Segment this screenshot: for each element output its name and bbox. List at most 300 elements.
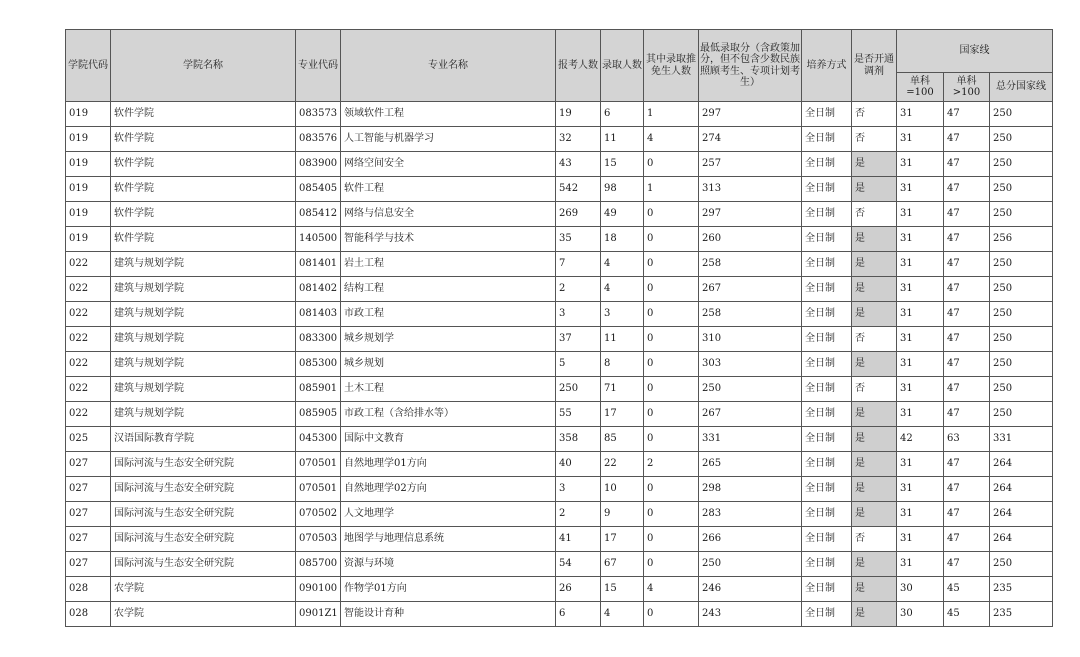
cell-min-score: 250 <box>699 377 802 402</box>
cell-admitted: 67 <box>601 552 644 577</box>
cell-adjustment-open: 否 <box>852 327 897 352</box>
cell-adjustment-open: 是 <box>852 602 897 627</box>
cell-college-name: 建筑与规划学院 <box>111 252 296 277</box>
cell-admitted: 15 <box>601 152 644 177</box>
cell-total-line: 250 <box>990 252 1053 277</box>
cell-major-name: 软件工程 <box>341 177 556 202</box>
cell-major-code: 070501 <box>296 452 341 477</box>
cell-total-line: 250 <box>990 177 1053 202</box>
cell-exempt-admitted: 0 <box>644 327 699 352</box>
cell-exempt-admitted: 0 <box>644 477 699 502</box>
cell-single-100: 31 <box>897 152 944 177</box>
cell-single-100: 31 <box>897 552 944 577</box>
cell-major-name: 市政工程 <box>341 302 556 327</box>
cell-min-score: 258 <box>699 252 802 277</box>
cell-applicants: 54 <box>556 552 601 577</box>
cell-major-name: 地图学与地理信息系统 <box>341 527 556 552</box>
cell-adjustment-open: 是 <box>852 577 897 602</box>
cell-study-mode: 全日制 <box>802 602 852 627</box>
table-row <box>66 252 1053 277</box>
cell-college-name: 软件学院 <box>111 177 296 202</box>
cell-admitted: 22 <box>601 452 644 477</box>
cell-applicants: 35 <box>556 227 601 252</box>
cell-total-line: 250 <box>990 552 1053 577</box>
cell-single-gt100: 47 <box>944 352 990 377</box>
cell-major-code: 083900 <box>296 152 341 177</box>
cell-min-score: 243 <box>699 602 802 627</box>
cell-major-name: 土木工程 <box>341 377 556 402</box>
cell-study-mode: 全日制 <box>802 477 852 502</box>
cell-min-score: 257 <box>699 152 802 177</box>
cell-adjustment-open: 是 <box>852 427 897 452</box>
table-row <box>66 602 1053 627</box>
cell-adjustment-open: 否 <box>852 102 897 127</box>
cell-applicants: 358 <box>556 427 601 452</box>
cell-single-100: 31 <box>897 352 944 377</box>
cell-major-code: 0901Z1 <box>296 602 341 627</box>
cell-min-score: 313 <box>699 177 802 202</box>
cell-single-100: 31 <box>897 477 944 502</box>
header-single-100: 单科=100 <box>897 73 944 102</box>
cell-total-line: 235 <box>990 577 1053 602</box>
cell-exempt-admitted: 0 <box>644 252 699 277</box>
table-row <box>66 452 1053 477</box>
cell-total-line: 250 <box>990 327 1053 352</box>
cell-major-name: 智能科学与技术 <box>341 227 556 252</box>
cell-exempt-admitted: 1 <box>644 102 699 127</box>
cell-min-score: 260 <box>699 227 802 252</box>
header-national-line: 国家线 <box>897 30 1053 73</box>
cell-total-line: 250 <box>990 352 1053 377</box>
cell-admitted: 11 <box>601 127 644 152</box>
cell-admitted: 17 <box>601 527 644 552</box>
cell-applicants: 37 <box>556 327 601 352</box>
cell-exempt-admitted: 0 <box>644 527 699 552</box>
cell-total-line: 264 <box>990 502 1053 527</box>
header-adjustment-open: 是否开通调剂 <box>852 30 897 102</box>
cell-college-name: 建筑与规划学院 <box>111 302 296 327</box>
table-row <box>66 127 1053 152</box>
cell-applicants: 250 <box>556 377 601 402</box>
cell-adjustment-open: 否 <box>852 527 897 552</box>
cell-college-code: 027 <box>66 552 111 577</box>
cell-admitted: 18 <box>601 227 644 252</box>
cell-applicants: 6 <box>556 602 601 627</box>
cell-college-name: 国际河流与生态安全研究院 <box>111 552 296 577</box>
cell-min-score: 331 <box>699 427 802 452</box>
cell-college-code: 022 <box>66 402 111 427</box>
cell-exempt-admitted: 0 <box>644 227 699 252</box>
cell-major-code: 081402 <box>296 277 341 302</box>
table-row <box>66 102 1053 127</box>
cell-study-mode: 全日制 <box>802 127 852 152</box>
cell-major-name: 领域软件工程 <box>341 102 556 127</box>
cell-total-line: 256 <box>990 227 1053 252</box>
cell-college-name: 汉语国际教育学院 <box>111 427 296 452</box>
cell-major-code: 083300 <box>296 327 341 352</box>
cell-major-code: 085700 <box>296 552 341 577</box>
cell-exempt-admitted: 0 <box>644 552 699 577</box>
cell-applicants: 41 <box>556 527 601 552</box>
cell-single-100: 31 <box>897 402 944 427</box>
cell-applicants: 2 <box>556 277 601 302</box>
cell-single-gt100: 47 <box>944 327 990 352</box>
cell-exempt-admitted: 0 <box>644 352 699 377</box>
cell-min-score: 298 <box>699 477 802 502</box>
cell-major-code: 085405 <box>296 177 341 202</box>
cell-study-mode: 全日制 <box>802 302 852 327</box>
header-major-name: 专业名称 <box>341 30 556 102</box>
cell-min-score: 267 <box>699 402 802 427</box>
cell-single-gt100: 47 <box>944 127 990 152</box>
cell-major-name: 智能设计育种 <box>341 602 556 627</box>
cell-college-code: 019 <box>66 102 111 127</box>
cell-major-code: 070501 <box>296 477 341 502</box>
header-total-line: 总分国家线 <box>990 73 1053 102</box>
cell-exempt-admitted: 0 <box>644 402 699 427</box>
cell-major-name: 自然地理学01方向 <box>341 452 556 477</box>
cell-major-name: 自然地理学02方向 <box>341 477 556 502</box>
cell-min-score: 297 <box>699 202 802 227</box>
cell-single-100: 31 <box>897 527 944 552</box>
cell-admitted: 98 <box>601 177 644 202</box>
cell-college-name: 软件学院 <box>111 227 296 252</box>
header-college-code: 学院代码 <box>66 30 111 102</box>
cell-min-score: 283 <box>699 502 802 527</box>
cell-exempt-admitted: 0 <box>644 302 699 327</box>
table-row <box>66 177 1053 202</box>
cell-total-line: 235 <box>990 602 1053 627</box>
cell-total-line: 250 <box>990 102 1053 127</box>
cell-single-100: 31 <box>897 277 944 302</box>
cell-single-gt100: 47 <box>944 552 990 577</box>
cell-applicants: 40 <box>556 452 601 477</box>
admissions-table <box>65 29 1053 627</box>
table-row <box>66 327 1053 352</box>
cell-major-name: 网络与信息安全 <box>341 202 556 227</box>
table-row <box>66 527 1053 552</box>
cell-admitted: 11 <box>601 327 644 352</box>
cell-total-line: 264 <box>990 477 1053 502</box>
cell-admitted: 4 <box>601 277 644 302</box>
cell-single-gt100: 47 <box>944 527 990 552</box>
cell-admitted: 4 <box>601 602 644 627</box>
table-row <box>66 477 1053 502</box>
cell-major-name: 网络空间安全 <box>341 152 556 177</box>
cell-major-code: 090100 <box>296 577 341 602</box>
cell-adjustment-open: 是 <box>852 402 897 427</box>
cell-total-line: 250 <box>990 152 1053 177</box>
cell-major-code: 081403 <box>296 302 341 327</box>
cell-min-score: 303 <box>699 352 802 377</box>
cell-single-100: 30 <box>897 602 944 627</box>
cell-single-gt100: 47 <box>944 477 990 502</box>
cell-study-mode: 全日制 <box>802 177 852 202</box>
table-row <box>66 352 1053 377</box>
cell-college-code: 027 <box>66 527 111 552</box>
table-row <box>66 277 1053 302</box>
cell-college-name: 建筑与规划学院 <box>111 402 296 427</box>
cell-min-score: 265 <box>699 452 802 477</box>
table-row <box>66 302 1053 327</box>
cell-admitted: 8 <box>601 352 644 377</box>
cell-total-line: 331 <box>990 427 1053 452</box>
cell-study-mode: 全日制 <box>802 352 852 377</box>
cell-single-gt100: 47 <box>944 152 990 177</box>
table-row <box>66 227 1053 252</box>
cell-exempt-admitted: 0 <box>644 502 699 527</box>
cell-admitted: 49 <box>601 202 644 227</box>
cell-major-code: 085412 <box>296 202 341 227</box>
cell-adjustment-open: 是 <box>852 302 897 327</box>
cell-adjustment-open: 是 <box>852 477 897 502</box>
cell-college-code: 028 <box>66 602 111 627</box>
cell-college-name: 软件学院 <box>111 202 296 227</box>
cell-adjustment-open: 否 <box>852 202 897 227</box>
cell-single-gt100: 45 <box>944 602 990 627</box>
cell-major-name: 岩土工程 <box>341 252 556 277</box>
cell-major-name: 人工智能与机器学习 <box>341 127 556 152</box>
cell-exempt-admitted: 0 <box>644 152 699 177</box>
header-single-gt100: 单科>100 <box>944 73 990 102</box>
cell-college-code: 019 <box>66 177 111 202</box>
table-row <box>66 152 1053 177</box>
cell-applicants: 3 <box>556 302 601 327</box>
cell-college-name: 国际河流与生态安全研究院 <box>111 527 296 552</box>
table-body <box>66 102 1053 627</box>
cell-college-name: 建筑与规划学院 <box>111 377 296 402</box>
cell-study-mode: 全日制 <box>802 527 852 552</box>
table-row <box>66 577 1053 602</box>
cell-adjustment-open: 是 <box>852 152 897 177</box>
cell-major-name: 资源与环境 <box>341 552 556 577</box>
cell-total-line: 250 <box>990 402 1053 427</box>
cell-single-gt100: 47 <box>944 377 990 402</box>
cell-college-name: 软件学院 <box>111 152 296 177</box>
cell-admitted: 6 <box>601 102 644 127</box>
cell-college-name: 软件学院 <box>111 102 296 127</box>
cell-college-code: 019 <box>66 202 111 227</box>
cell-exempt-admitted: 0 <box>644 602 699 627</box>
cell-study-mode: 全日制 <box>802 402 852 427</box>
cell-adjustment-open: 否 <box>852 127 897 152</box>
cell-major-code: 045300 <box>296 427 341 452</box>
cell-college-name: 国际河流与生态安全研究院 <box>111 452 296 477</box>
cell-single-gt100: 47 <box>944 302 990 327</box>
header-major-code: 专业代码 <box>296 30 341 102</box>
cell-college-name: 国际河流与生态安全研究院 <box>111 477 296 502</box>
cell-single-gt100: 47 <box>944 252 990 277</box>
cell-applicants: 2 <box>556 502 601 527</box>
cell-exempt-admitted: 0 <box>644 377 699 402</box>
cell-single-100: 31 <box>897 202 944 227</box>
cell-applicants: 5 <box>556 352 601 377</box>
cell-study-mode: 全日制 <box>802 327 852 352</box>
cell-college-code: 022 <box>66 302 111 327</box>
cell-total-line: 250 <box>990 202 1053 227</box>
cell-min-score: 274 <box>699 127 802 152</box>
cell-exempt-admitted: 4 <box>644 127 699 152</box>
cell-major-code: 085300 <box>296 352 341 377</box>
header-college-name: 学院名称 <box>111 30 296 102</box>
cell-applicants: 269 <box>556 202 601 227</box>
cell-college-code: 027 <box>66 452 111 477</box>
cell-adjustment-open: 是 <box>852 502 897 527</box>
header-study-mode: 培养方式 <box>802 30 852 102</box>
cell-study-mode: 全日制 <box>802 102 852 127</box>
cell-single-100: 31 <box>897 327 944 352</box>
cell-applicants: 3 <box>556 477 601 502</box>
cell-major-code: 070502 <box>296 502 341 527</box>
cell-total-line: 250 <box>990 302 1053 327</box>
header-min-score: 最低录取分（含政策加分，但不包含少数民族照顾考生、专项计划考生） <box>699 30 802 102</box>
cell-college-code: 022 <box>66 377 111 402</box>
cell-study-mode: 全日制 <box>802 577 852 602</box>
cell-single-100: 42 <box>897 427 944 452</box>
cell-exempt-admitted: 0 <box>644 427 699 452</box>
cell-single-100: 30 <box>897 577 944 602</box>
cell-study-mode: 全日制 <box>802 502 852 527</box>
cell-study-mode: 全日制 <box>802 452 852 477</box>
cell-min-score: 250 <box>699 552 802 577</box>
cell-major-code: 085901 <box>296 377 341 402</box>
cell-study-mode: 全日制 <box>802 277 852 302</box>
cell-single-100: 31 <box>897 377 944 402</box>
cell-exempt-admitted: 4 <box>644 577 699 602</box>
cell-major-code: 085905 <box>296 402 341 427</box>
cell-exempt-admitted: 0 <box>644 277 699 302</box>
cell-study-mode: 全日制 <box>802 227 852 252</box>
cell-single-100: 31 <box>897 227 944 252</box>
cell-total-line: 250 <box>990 277 1053 302</box>
admissions-table-sheet <box>65 29 1046 627</box>
cell-college-name: 建筑与规划学院 <box>111 327 296 352</box>
cell-major-name: 城乡规划学 <box>341 327 556 352</box>
cell-study-mode: 全日制 <box>802 552 852 577</box>
cell-major-code: 083573 <box>296 102 341 127</box>
header-applicants: 报考人数 <box>556 30 601 102</box>
cell-min-score: 267 <box>699 277 802 302</box>
table-row <box>66 502 1053 527</box>
cell-adjustment-open: 否 <box>852 377 897 402</box>
cell-total-line: 264 <box>990 452 1053 477</box>
table-row <box>66 377 1053 402</box>
cell-single-gt100: 47 <box>944 177 990 202</box>
cell-admitted: 4 <box>601 252 644 277</box>
cell-single-100: 31 <box>897 177 944 202</box>
cell-college-code: 022 <box>66 277 111 302</box>
cell-applicants: 19 <box>556 102 601 127</box>
cell-study-mode: 全日制 <box>802 152 852 177</box>
cell-single-100: 31 <box>897 252 944 277</box>
table-row <box>66 427 1053 452</box>
cell-college-name: 建筑与规划学院 <box>111 352 296 377</box>
cell-total-line: 264 <box>990 527 1053 552</box>
cell-college-code: 022 <box>66 352 111 377</box>
header-exempt-admitted: 其中录取推免生人数 <box>644 30 699 102</box>
cell-college-code: 027 <box>66 477 111 502</box>
table-row <box>66 202 1053 227</box>
cell-admitted: 17 <box>601 402 644 427</box>
cell-min-score: 310 <box>699 327 802 352</box>
cell-college-code: 028 <box>66 577 111 602</box>
cell-adjustment-open: 是 <box>852 277 897 302</box>
cell-applicants: 43 <box>556 152 601 177</box>
cell-college-code: 027 <box>66 502 111 527</box>
cell-applicants: 32 <box>556 127 601 152</box>
cell-min-score: 258 <box>699 302 802 327</box>
cell-single-gt100: 47 <box>944 277 990 302</box>
cell-major-name: 城乡规划 <box>341 352 556 377</box>
cell-admitted: 85 <box>601 427 644 452</box>
cell-total-line: 250 <box>990 127 1053 152</box>
cell-single-gt100: 47 <box>944 502 990 527</box>
cell-college-code: 019 <box>66 227 111 252</box>
cell-college-code: 019 <box>66 127 111 152</box>
cell-single-gt100: 47 <box>944 102 990 127</box>
cell-exempt-admitted: 0 <box>644 202 699 227</box>
cell-college-code: 022 <box>66 327 111 352</box>
cell-major-name: 结构工程 <box>341 277 556 302</box>
header-admitted: 录取人数 <box>601 30 644 102</box>
cell-college-name: 农学院 <box>111 602 296 627</box>
cell-adjustment-open: 是 <box>852 252 897 277</box>
cell-exempt-admitted: 1 <box>644 177 699 202</box>
cell-single-100: 31 <box>897 502 944 527</box>
cell-major-code: 081401 <box>296 252 341 277</box>
cell-min-score: 246 <box>699 577 802 602</box>
cell-admitted: 15 <box>601 577 644 602</box>
cell-major-name: 市政工程（含给排水等） <box>341 402 556 427</box>
cell-major-code: 140500 <box>296 227 341 252</box>
cell-single-100: 31 <box>897 127 944 152</box>
cell-adjustment-open: 是 <box>852 352 897 377</box>
cell-adjustment-open: 是 <box>852 552 897 577</box>
cell-admitted: 10 <box>601 477 644 502</box>
cell-adjustment-open: 是 <box>852 227 897 252</box>
cell-college-code: 022 <box>66 252 111 277</box>
cell-single-gt100: 63 <box>944 427 990 452</box>
cell-college-name: 软件学院 <box>111 127 296 152</box>
cell-single-gt100: 47 <box>944 202 990 227</box>
cell-college-name: 国际河流与生态安全研究院 <box>111 502 296 527</box>
cell-single-gt100: 47 <box>944 402 990 427</box>
cell-applicants: 542 <box>556 177 601 202</box>
cell-major-name: 人文地理学 <box>341 502 556 527</box>
cell-min-score: 297 <box>699 102 802 127</box>
cell-applicants: 7 <box>556 252 601 277</box>
cell-single-100: 31 <box>897 302 944 327</box>
cell-major-code: 070503 <box>296 527 341 552</box>
cell-study-mode: 全日制 <box>802 427 852 452</box>
cell-applicants: 26 <box>556 577 601 602</box>
cell-major-name: 国际中文教育 <box>341 427 556 452</box>
cell-major-code: 083576 <box>296 127 341 152</box>
table-header <box>66 30 1053 102</box>
cell-single-gt100: 47 <box>944 227 990 252</box>
cell-adjustment-open: 是 <box>852 452 897 477</box>
cell-major-name: 作物学01方向 <box>341 577 556 602</box>
cell-study-mode: 全日制 <box>802 377 852 402</box>
cell-admitted: 3 <box>601 302 644 327</box>
cell-single-gt100: 45 <box>944 577 990 602</box>
cell-college-code: 019 <box>66 152 111 177</box>
cell-college-name: 建筑与规划学院 <box>111 277 296 302</box>
cell-college-code: 025 <box>66 427 111 452</box>
cell-single-100: 31 <box>897 102 944 127</box>
cell-total-line: 250 <box>990 377 1053 402</box>
cell-college-name: 农学院 <box>111 577 296 602</box>
